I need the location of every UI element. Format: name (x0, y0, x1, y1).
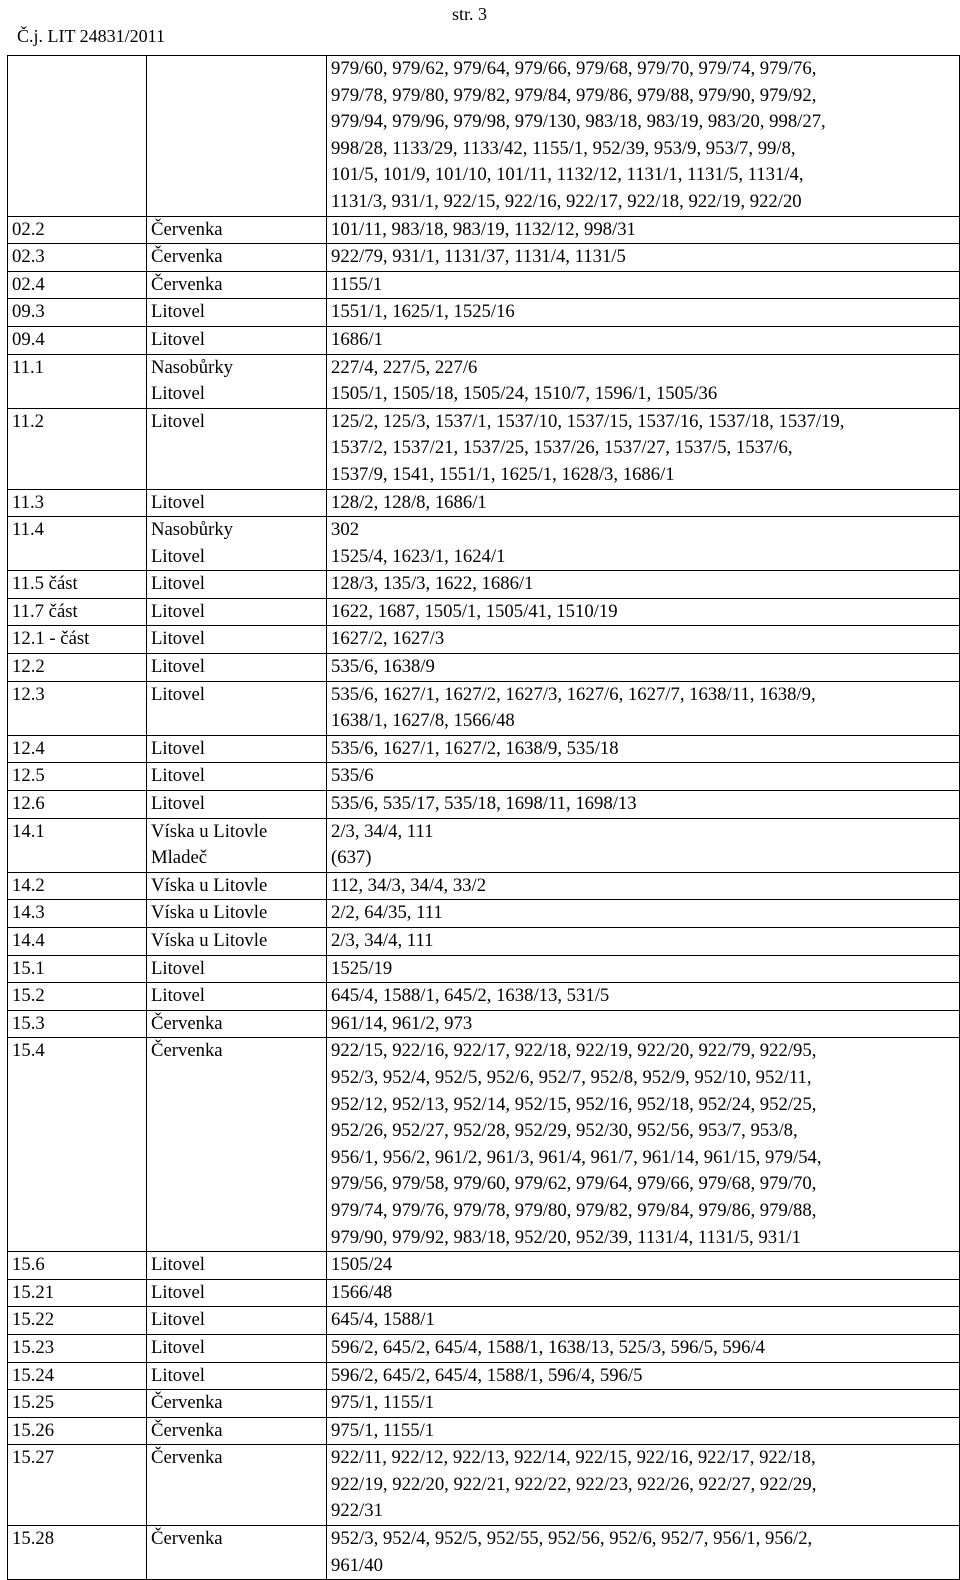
parcel-numbers-cell (327, 900, 960, 928)
cadastral-area-cell (147, 791, 327, 819)
cadastral-area-name: Litovel (151, 1336, 205, 1358)
parcel-numbers-line: 922/11, 922/12, 922/13, 922/14, 922/15, 922/16, 922/17, 922/18, (331, 1447, 816, 1469)
parcel-numbers-cell (327, 681, 960, 735)
cadastral-area-cell (147, 326, 327, 354)
parcel-numbers-cell (327, 489, 960, 517)
section-id-cell: 02.4 (8, 271, 147, 299)
section-id-cell: 11.2 (8, 408, 147, 489)
cadastral-area-name: Mladeč (151, 847, 208, 869)
parcel-numbers-line: 1551/1, 1625/1, 1525/16 (331, 301, 515, 323)
parcel-numbers-line: 922/31 (331, 1500, 383, 1522)
table-row (8, 818, 960, 872)
cadastral-area-name: Litovel (151, 328, 205, 350)
table-row (8, 56, 960, 217)
section-id-cell: 12.3 (8, 681, 147, 735)
parcel-numbers-line: 1525/19 (331, 957, 393, 979)
cadastral-area-cell (147, 271, 327, 299)
table-row (8, 983, 960, 1011)
parcel-numbers-line: 125/2, 125/3, 1537/1, 1537/10, 1537/15, 1537/16, 1537/18, 1537/19, (331, 410, 845, 432)
section-id-cell: 12.4 (8, 735, 147, 763)
parcel-numbers-line: 956/1, 956/2, 961/2, 961/3, 961/4, 961/7, 961/14, 961/15, 979/54, (331, 1146, 822, 1168)
parcel-numbers-cell (327, 872, 960, 900)
parcel-numbers-cell (327, 299, 960, 327)
parcel-table (7, 55, 960, 1580)
cadastral-area-name: Červenka (151, 1392, 223, 1414)
parcel-numbers-line: 952/3, 952/4, 952/5, 952/55, 952/56, 952/6, 952/7, 956/1, 956/2, (331, 1528, 813, 1550)
parcel-numbers-cell (327, 1334, 960, 1362)
parcel-numbers-line: 1155/1 (331, 273, 383, 295)
parcel-table-body (8, 56, 960, 1580)
section-id-cell: 14.1 (8, 818, 147, 872)
cadastral-area-name: Litovel (151, 600, 205, 622)
section-id-cell: 11.3 (8, 489, 147, 517)
cadastral-area-cell (147, 1038, 327, 1252)
table-row (8, 1010, 960, 1038)
section-id-cell: 11.5 část (8, 571, 147, 599)
parcel-numbers-line: 2/2, 64/35, 111 (331, 902, 443, 924)
parcel-numbers-line: 596/2, 645/2, 645/4, 1588/1, 596/4, 596/5 (331, 1364, 643, 1386)
parcel-numbers-line: 1627/2, 1627/3 (331, 628, 445, 650)
parcel-numbers-cell (327, 1417, 960, 1445)
parcel-numbers-line: (637) (331, 847, 372, 869)
cadastral-area-name: Červenka (151, 218, 223, 240)
cadastral-area-name: Litovel (151, 656, 205, 678)
parcel-numbers-line: 101/5, 101/9, 101/10, 101/11, 1132/12, 1131/1, 1131/5, 1131/4, (331, 164, 804, 186)
parcel-numbers-cell (327, 1010, 960, 1038)
parcel-numbers-line: 979/90, 979/92, 983/18, 952/20, 952/39, 1131/4, 1131/5, 931/1 (331, 1226, 801, 1248)
table-row (8, 955, 960, 983)
section-id-cell: 02.2 (8, 216, 147, 244)
parcel-numbers-line: 1505/24 (331, 1254, 393, 1276)
parcel-numbers-cell (327, 517, 960, 571)
cadastral-area-cell (147, 955, 327, 983)
cadastral-area-cell (147, 681, 327, 735)
section-id-cell: 15.28 (8, 1526, 147, 1580)
cadastral-area-name: Červenka (151, 273, 223, 295)
section-id-cell: 15.2 (8, 983, 147, 1011)
section-id-cell: 15.24 (8, 1362, 147, 1390)
parcel-numbers-line: 979/74, 979/76, 979/78, 979/80, 979/82, 979/84, 979/86, 979/88, (331, 1199, 817, 1221)
table-row (8, 1038, 960, 1252)
table-row (8, 598, 960, 626)
table-row (8, 681, 960, 735)
table-row (8, 1445, 960, 1526)
table-row (8, 216, 960, 244)
cadastral-area-cell (147, 571, 327, 599)
parcel-numbers-cell (327, 763, 960, 791)
section-id-cell: 14.4 (8, 928, 147, 956)
section-id-cell: 15.26 (8, 1417, 147, 1445)
section-id-cell: 15.23 (8, 1334, 147, 1362)
table-row (8, 1334, 960, 1362)
cadastral-area-name: Nasobůrky (151, 519, 234, 541)
cadastral-area-name: Litovel (151, 957, 205, 979)
cadastral-area-cell (147, 1362, 327, 1390)
cadastral-area-name: Červenka (151, 1040, 223, 1062)
cadastral-area-name: Litovel (151, 491, 205, 513)
cadastral-area-cell (147, 626, 327, 654)
section-id-cell: 12.5 (8, 763, 147, 791)
parcel-numbers-line: 961/14, 961/2, 973 (331, 1012, 473, 1034)
cadastral-area-name: Víska u Litovle (151, 874, 268, 896)
parcel-numbers-line: 952/12, 952/13, 952/14, 952/15, 952/16, 952/18, 952/24, 952/25, (331, 1093, 817, 1115)
parcel-numbers-line: 975/1, 1155/1 (331, 1392, 435, 1414)
section-id-cell: 12.6 (8, 791, 147, 819)
parcel-numbers-cell (327, 408, 960, 489)
parcel-numbers-line: 979/78, 979/80, 979/82, 979/84, 979/86, 979/88, 979/90, 979/92, (331, 84, 817, 106)
table-row (8, 299, 960, 327)
parcel-numbers-cell (327, 654, 960, 682)
section-id-cell: 15.21 (8, 1279, 147, 1307)
parcel-numbers-line: 535/6, 1627/1, 1627/2, 1638/9, 535/18 (331, 737, 619, 759)
document-reference: Č.j. LIT 24831/2011 (17, 26, 165, 46)
cadastral-area-name: Litovel (151, 793, 205, 815)
cadastral-area-cell (147, 928, 327, 956)
parcel-numbers-cell (327, 244, 960, 272)
parcel-numbers-line: 1505/1, 1505/18, 1505/24, 1510/7, 1596/1, 1505/36 (331, 383, 718, 405)
parcel-numbers-line: 952/3, 952/4, 952/5, 952/6, 952/7, 952/8, 952/9, 952/10, 952/11, (331, 1066, 812, 1088)
section-id-cell: 12.2 (8, 654, 147, 682)
table-row (8, 571, 960, 599)
table-row (8, 1417, 960, 1445)
parcel-numbers-cell (327, 735, 960, 763)
table-row (8, 489, 960, 517)
cadastral-area-cell (147, 517, 327, 571)
table-row (8, 654, 960, 682)
cadastral-area-cell (147, 654, 327, 682)
parcel-numbers-line: 975/1, 1155/1 (331, 1419, 435, 1441)
parcel-numbers-line: 1638/1, 1627/8, 1566/48 (331, 710, 515, 732)
parcel-numbers-line: 645/4, 1588/1, 645/2, 1638/13, 531/5 (331, 985, 610, 1007)
cadastral-area-cell (147, 763, 327, 791)
cadastral-area-cell (147, 1417, 327, 1445)
parcel-numbers-cell (327, 983, 960, 1011)
parcel-numbers-line: 1537/2, 1537/21, 1537/25, 1537/26, 1537/27, 1537/5, 1537/6, (331, 437, 793, 459)
table-row (8, 1279, 960, 1307)
cadastral-area-cell (147, 735, 327, 763)
cadastral-area-cell (147, 818, 327, 872)
cadastral-area-name: Víska u Litovle (151, 820, 268, 842)
parcel-numbers-cell (327, 1038, 960, 1252)
parcel-numbers-line: 922/19, 922/20, 922/21, 922/22, 922/23, 922/26, 922/27, 922/29, (331, 1473, 817, 1495)
parcel-numbers-cell (327, 791, 960, 819)
table-row (8, 872, 960, 900)
table-row (8, 735, 960, 763)
cadastral-area-name: Litovel (151, 410, 205, 432)
table-row (8, 626, 960, 654)
parcel-numbers-cell (327, 626, 960, 654)
parcel-numbers-line: 535/6, 1627/1, 1627/2, 1627/3, 1627/6, 1627/7, 1638/11, 1638/9, (331, 683, 816, 705)
cadastral-area-cell (147, 1279, 327, 1307)
section-id-cell: 11.7 část (8, 598, 147, 626)
cadastral-area-name: Litovel (151, 1309, 205, 1331)
cadastral-area-name: Litovel (151, 1254, 205, 1276)
section-id-cell: 15.3 (8, 1010, 147, 1038)
parcel-numbers-line: 535/6, 1638/9 (331, 656, 435, 678)
parcel-numbers-line: 227/4, 227/5, 227/6 (331, 356, 478, 378)
parcel-numbers-cell (327, 598, 960, 626)
parcel-numbers-cell (327, 818, 960, 872)
cadastral-area-name: Litovel (151, 985, 205, 1007)
parcel-numbers-line: 128/2, 128/8, 1686/1 (331, 491, 487, 513)
parcel-numbers-cell (327, 928, 960, 956)
section-id-cell: 15.4 (8, 1038, 147, 1252)
cadastral-area-name: Červenka (151, 246, 223, 268)
parcel-numbers-line: 1131/3, 931/1, 922/15, 922/16, 922/17, 922/18, 922/19, 922/20 (331, 190, 802, 212)
section-id-cell: 09.3 (8, 299, 147, 327)
cadastral-area-cell (147, 598, 327, 626)
parcel-numbers-line: 596/2, 645/2, 645/4, 1588/1, 1638/13, 525/3, 596/5, 596/4 (331, 1336, 765, 1358)
cadastral-area-name: Červenka (151, 1528, 223, 1550)
table-row (8, 517, 960, 571)
cadastral-area-name: Litovel (151, 737, 205, 759)
parcel-numbers-line: 302 (331, 519, 360, 541)
parcel-numbers-cell (327, 1252, 960, 1280)
cadastral-area-cell (147, 299, 327, 327)
section-id-cell: 02.3 (8, 244, 147, 272)
parcel-numbers-cell (327, 571, 960, 599)
parcel-numbers-line: 998/28, 1133/29, 1133/42, 1155/1, 952/39, 953/9, 953/7, 99/8, (331, 137, 796, 159)
table-row (8, 763, 960, 791)
cadastral-area-cell (147, 1390, 327, 1418)
parcel-numbers-cell (327, 955, 960, 983)
parcel-numbers-line: 112, 34/3, 34/4, 33/2 (331, 874, 487, 896)
parcel-numbers-cell (327, 56, 960, 217)
table-row (8, 354, 960, 408)
table-row (8, 1390, 960, 1418)
parcel-numbers-cell (327, 1279, 960, 1307)
cadastral-area-cell (147, 56, 327, 217)
parcel-numbers-cell (327, 1526, 960, 1580)
table-row (8, 1252, 960, 1280)
cadastral-area-cell (147, 872, 327, 900)
cadastral-area-cell (147, 983, 327, 1011)
cadastral-area-name (151, 56, 326, 83)
cadastral-area-cell (147, 354, 327, 408)
section-id-cell: 14.3 (8, 900, 147, 928)
section-id-cell (8, 56, 147, 217)
parcel-numbers-line: 1622, 1687, 1505/1, 1505/41, 1510/19 (331, 600, 618, 622)
parcel-numbers-cell (327, 1362, 960, 1390)
cadastral-area-name: Litovel (151, 301, 205, 323)
cadastral-area-name: Červenka (151, 1012, 223, 1034)
parcel-numbers-line: 128/3, 135/3, 1622, 1686/1 (331, 573, 534, 595)
cadastral-area-cell (147, 1445, 327, 1526)
table-row (8, 928, 960, 956)
cadastral-area-name: Litovel (151, 1281, 205, 1303)
parcel-numbers-cell (327, 271, 960, 299)
table-row (8, 1526, 960, 1580)
table-row (8, 1362, 960, 1390)
cadastral-area-name: Víska u Litovle (151, 930, 268, 951)
parcel-numbers-line: 535/6 (331, 765, 374, 787)
cadastral-area-name: Červenka (151, 1419, 223, 1441)
cadastral-area-name: Červenka (151, 1447, 223, 1469)
cadastral-area-cell (147, 1252, 327, 1280)
parcel-numbers-line: 961/40 (331, 1554, 383, 1576)
cadastral-area-cell (147, 216, 327, 244)
parcel-numbers-line: 1525/4, 1623/1, 1624/1 (331, 545, 506, 567)
cadastral-area-name: Litovel (151, 545, 205, 567)
table-row (8, 326, 960, 354)
cadastral-area-name: Litovel (151, 683, 205, 705)
table-row (8, 1307, 960, 1335)
parcel-numbers-line: 1686/1 (331, 328, 383, 350)
parcel-numbers-cell (327, 326, 960, 354)
parcel-numbers-cell (327, 216, 960, 244)
section-id-cell: 09.4 (8, 326, 147, 354)
parcel-numbers-cell (327, 1445, 960, 1526)
cadastral-area-name: Litovel (151, 1364, 205, 1386)
parcel-numbers-line: 101/11, 983/18, 983/19, 1132/12, 998/31 (331, 218, 636, 240)
section-id-cell: 15.1 (8, 955, 147, 983)
parcel-numbers-line: 979/60, 979/62, 979/64, 979/66, 979/68, 979/70, 979/74, 979/76, (331, 58, 817, 79)
cadastral-area-cell (147, 244, 327, 272)
section-id-cell: 12.1 - část (8, 626, 147, 654)
section-id-cell: 11.1 (8, 354, 147, 408)
table-row (8, 408, 960, 489)
section-id-cell: 15.25 (8, 1390, 147, 1418)
table-row (8, 791, 960, 819)
parcel-numbers-line: 922/15, 922/16, 922/17, 922/18, 922/19, 922/20, 922/79, 922/95, (331, 1040, 817, 1062)
parcel-numbers-line: 952/26, 952/27, 952/28, 952/29, 952/30, 952/56, 953/7, 953/8, (331, 1120, 798, 1142)
parcel-numbers-cell (327, 1307, 960, 1335)
section-id-cell: 15.6 (8, 1252, 147, 1280)
parcel-numbers-line: 645/4, 1588/1 (331, 1309, 435, 1331)
cadastral-area-name: Litovel (151, 765, 205, 787)
section-id-cell: 14.2 (8, 872, 147, 900)
cadastral-area-cell (147, 1010, 327, 1038)
parcel-numbers-line: 2/3, 34/4, 111 (331, 930, 434, 951)
section-id-cell: 15.27 (8, 1445, 147, 1526)
table-row (8, 244, 960, 272)
section-id-cell: 11.4 (8, 517, 147, 571)
page-number: str. 3 (452, 4, 488, 24)
cadastral-area-name: Víska u Litovle (151, 902, 268, 924)
parcel-numbers-line: 979/94, 979/96, 979/98, 979/130, 983/18, 983/19, 983/20, 998/27, (331, 111, 826, 133)
cadastral-area-cell (147, 900, 327, 928)
section-id-cell: 15.22 (8, 1307, 147, 1335)
table-row (8, 271, 960, 299)
parcel-numbers-cell (327, 1390, 960, 1418)
cadastral-area-name: Litovel (151, 383, 205, 405)
parcel-numbers-line: 1566/48 (331, 1281, 393, 1303)
cadastral-area-cell (147, 408, 327, 489)
table-row (8, 900, 960, 928)
cadastral-area-cell (147, 1307, 327, 1335)
cadastral-area-name: Litovel (151, 628, 205, 650)
cadastral-area-name: Nasobůrky (151, 356, 234, 378)
parcel-numbers-cell (327, 354, 960, 408)
parcel-numbers-line: 979/56, 979/58, 979/60, 979/62, 979/64, 979/66, 979/68, 979/70, (331, 1173, 817, 1195)
parcel-numbers-line: 1537/9, 1541, 1551/1, 1625/1, 1628/3, 1686/1 (331, 463, 675, 485)
parcel-numbers-line: 2/3, 34/4, 111 (331, 820, 434, 842)
cadastral-area-cell (147, 1526, 327, 1580)
cadastral-area-cell (147, 489, 327, 517)
parcel-numbers-line: 922/79, 931/1, 1131/37, 1131/4, 1131/5 (331, 246, 626, 268)
cadastral-area-name: Litovel (151, 573, 205, 595)
cadastral-area-cell (147, 1334, 327, 1362)
parcel-numbers-line: 535/6, 535/17, 535/18, 1698/11, 1698/13 (331, 793, 637, 815)
